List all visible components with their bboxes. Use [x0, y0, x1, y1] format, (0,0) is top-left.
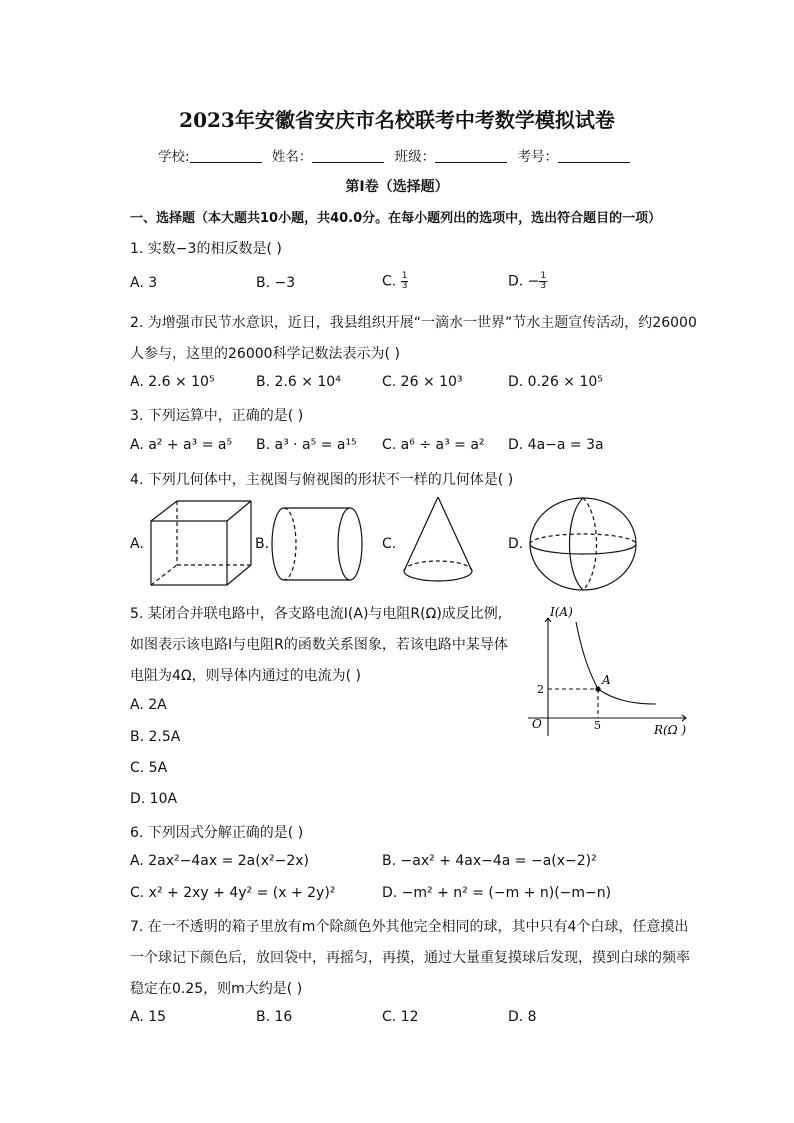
cone-figure	[398, 493, 478, 589]
q5-option-d: D. 10A	[130, 791, 178, 807]
q6-option-b: B. −ax² + 4ax−4a = −a(x−2)²	[382, 853, 597, 869]
x-tick-label: 5	[594, 719, 601, 732]
q1-stem: 1. 实数−3的相反数是( )	[130, 241, 282, 257]
q7-stem-line3: 稳定在0.25，则m大约是( )	[130, 981, 303, 997]
hyperbola-curve	[576, 622, 656, 704]
class-blank[interactable]	[435, 148, 507, 163]
q4-stem: 4. 下列几何体中，主视图与俯视图的形状不一样的几何体是( )	[130, 472, 514, 488]
q7-option-c: C. 12	[382, 1009, 419, 1025]
y-tick-label: 2	[537, 683, 544, 696]
volume-heading: 第Ⅰ卷（选择题）	[345, 179, 449, 195]
q6-option-a: A. 2ax²−4ax = 2a(x²−2x)	[130, 853, 309, 869]
q1-option-d: D. − $\frac{1}{3}$	[508, 271, 547, 291]
school-blank[interactable]	[190, 148, 262, 163]
q3-stem: 3. 下列运算中，正确的是( )	[130, 408, 304, 424]
q3-option-c: C. a⁶ ÷ a³ = a²	[382, 437, 485, 453]
q4-option-d: D.	[508, 536, 524, 552]
student-info-line	[0, 145, 794, 165]
q6-option-c: C. x² + 2xy + 4y² = (x + 2y)²	[130, 885, 336, 901]
y-axis-label: I(A)	[550, 605, 573, 619]
q5-option-c: C. 5A	[130, 760, 168, 776]
name-blank[interactable]	[312, 148, 384, 163]
cylinder-figure	[266, 503, 368, 585]
q2-option-a: A. 2.6 × 10⁵	[130, 374, 215, 390]
school-label: 学校:	[158, 149, 190, 165]
origin-label: O	[532, 717, 542, 731]
q5-option-a: A. 2A	[130, 697, 167, 713]
q5-stem-line1: 5. 某闭合并联电路中，各支路电流I(A)与电阻R(Ω)成反比例,	[130, 606, 503, 622]
q2-stem-line2: 人参与，这里的26000科学记数法表示为( )	[130, 346, 400, 362]
q2-option-c: C. 26 × 10³	[382, 374, 463, 390]
q1-option-b: B. −3	[256, 275, 296, 291]
q7-option-b: B. 16	[256, 1009, 293, 1025]
q2-option-d: D. 0.26 × 10⁵	[508, 374, 603, 390]
q5-stem-line3: 电阻为4Ω，则导体内通过的电流为( )	[130, 668, 361, 684]
q7-option-a: A. 15	[130, 1009, 167, 1025]
q4-option-a: A.	[130, 536, 144, 552]
q1-option-c: C. $\frac{1}{3}$	[382, 271, 408, 291]
cube-figure	[145, 497, 257, 591]
q4-option-b: B.	[255, 536, 270, 552]
q1-option-d-fraction: $\frac{1}{3}$	[540, 271, 547, 291]
q1-option-c-fraction: $\frac{1}{3}$	[401, 271, 408, 291]
class-label: 班级：	[394, 149, 436, 165]
number-label: 考号：	[517, 149, 558, 165]
q3-option-b: B. a³ · a⁵ = a¹⁵	[256, 437, 357, 453]
q3-option-a: A. a² + a³ = a⁵	[130, 437, 233, 453]
q6-option-d: D. −m² + n² = (−m + n)(−m−n)	[382, 885, 612, 901]
q2-stem-line1: 2. 为增强市民节水意识，近日，我县组织开展“一滴水一世界”节水主题宣传活动，约26000	[130, 315, 697, 331]
section-heading: 一、选择题（本大题共10小题，共40.0分。在每小题列出的选项中，选出符合题目的一项）	[130, 211, 662, 226]
point-a-label: A	[602, 673, 611, 687]
q2-option-b: B. 2.6 × 10⁴	[256, 374, 341, 390]
q5-graph	[518, 600, 708, 742]
q7-stem-line2: 一个球记下颜色后，放回袋中，再摇匀，再摸，通过大量重复摸球后发现，摸到白球的频率	[130, 950, 690, 966]
number-blank[interactable]	[558, 148, 630, 163]
q7-stem-line1: 7. 在一不透明的箱子里放有m个除颜色外其他完全相同的球，其中只有4个白球，任意摸出	[130, 919, 689, 935]
page-title: 2023年安徽省安庆市名校联考中考数学模拟试卷	[179, 108, 615, 132]
name-label: 姓名：	[271, 149, 313, 165]
q1-option-a: A. 3	[130, 275, 158, 291]
point-a-dot	[595, 686, 600, 691]
q5-stem-line2: 如图表示该电路I与电阻R的函数关系图象，若该电路中某导体	[130, 637, 508, 653]
q7-option-d: D. 8	[508, 1009, 537, 1025]
q6-stem: 6. 下列因式分解正确的是( )	[130, 825, 304, 841]
q4-option-c: C.	[382, 536, 397, 552]
sphere-figure	[527, 495, 639, 593]
x-axis-label: R(Ω )	[654, 723, 687, 737]
q5-option-b: B. 2.5A	[130, 729, 181, 745]
q3-option-d: D. 4a−a = 3a	[508, 437, 604, 453]
